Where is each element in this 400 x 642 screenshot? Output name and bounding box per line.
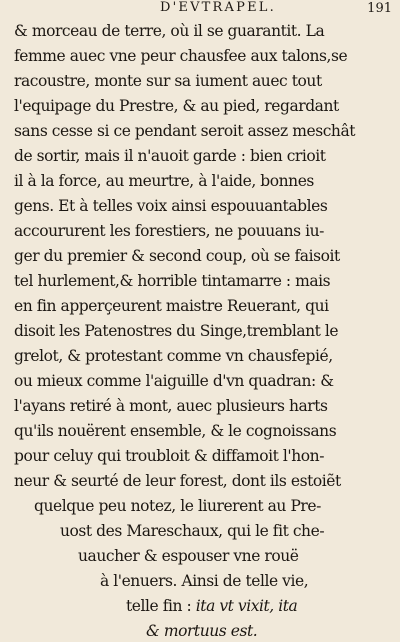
text-line: neur & seurté de leur forest, dont ils estoiẽt xyxy=(14,472,341,490)
text-line: accoururent les forestiers, ne pouuans iu- xyxy=(14,222,324,240)
text-line: de sortir, mais il n'auoit garde : bien crioit xyxy=(14,147,326,165)
text-line: & morceau de terre, où il se guarantit. La xyxy=(14,22,325,40)
page-header xyxy=(0,0,400,22)
text-line: il à la force, au meurtre, à l'aide, bonnes xyxy=(14,172,314,190)
text-line: racoustre, monte sur sa iument auec tout xyxy=(14,72,322,90)
text-line: l'ayans retiré à mont, auec plusieurs harts xyxy=(14,397,328,415)
text-line: ger du premier & second coup, où se faisoit xyxy=(14,247,340,265)
text-line: à l'enuers. Ainsi de telle vie, xyxy=(100,572,309,590)
latin-italic-text: ita vt vixit, ita xyxy=(195,597,298,615)
text-line: grelot, & protestant comme vn chausfepié, xyxy=(14,347,333,365)
text-line: en fin apperçeurent maistre Reuerant, qui xyxy=(14,297,329,315)
page-number: 191 xyxy=(367,1,392,16)
text-line: ou mieux comme l'aiguille d'vn quadran: & xyxy=(14,372,334,390)
text-line: sans cesse si ce pendant seroit assez meschât xyxy=(14,122,356,140)
latin-italic-line: & mortuus est. xyxy=(146,622,258,640)
text-segment: telle fin : xyxy=(126,597,192,615)
text-line: disoit les Patenostres du Singe,tremblant le xyxy=(14,322,339,340)
text-line: femme auec vne peur chausfee aux talons,se xyxy=(14,47,348,65)
text-line: uaucher & espouser vne rouë xyxy=(78,547,299,565)
text-line: l'equipage du Prestre, & au pied, regardant xyxy=(14,97,339,115)
text-line: quelque peu notez, le liurerent au Pre- xyxy=(34,497,321,515)
text-line xyxy=(126,597,297,615)
text-line: pour celuy qui troubloit & diffamoit l'hon- xyxy=(14,447,324,465)
running-title: D'EVTRAPEL. xyxy=(160,0,276,15)
text-line: tel hurlement,& horrible tintamarre : mais xyxy=(14,272,331,290)
text-line: qu'ils nouërent ensemble, & le cognoissans xyxy=(14,422,337,440)
text-line: gens. Et à telles voix ainsi espouuantables xyxy=(14,197,328,215)
text-line: uost des Mareschaux, qui le fit che- xyxy=(60,522,325,540)
